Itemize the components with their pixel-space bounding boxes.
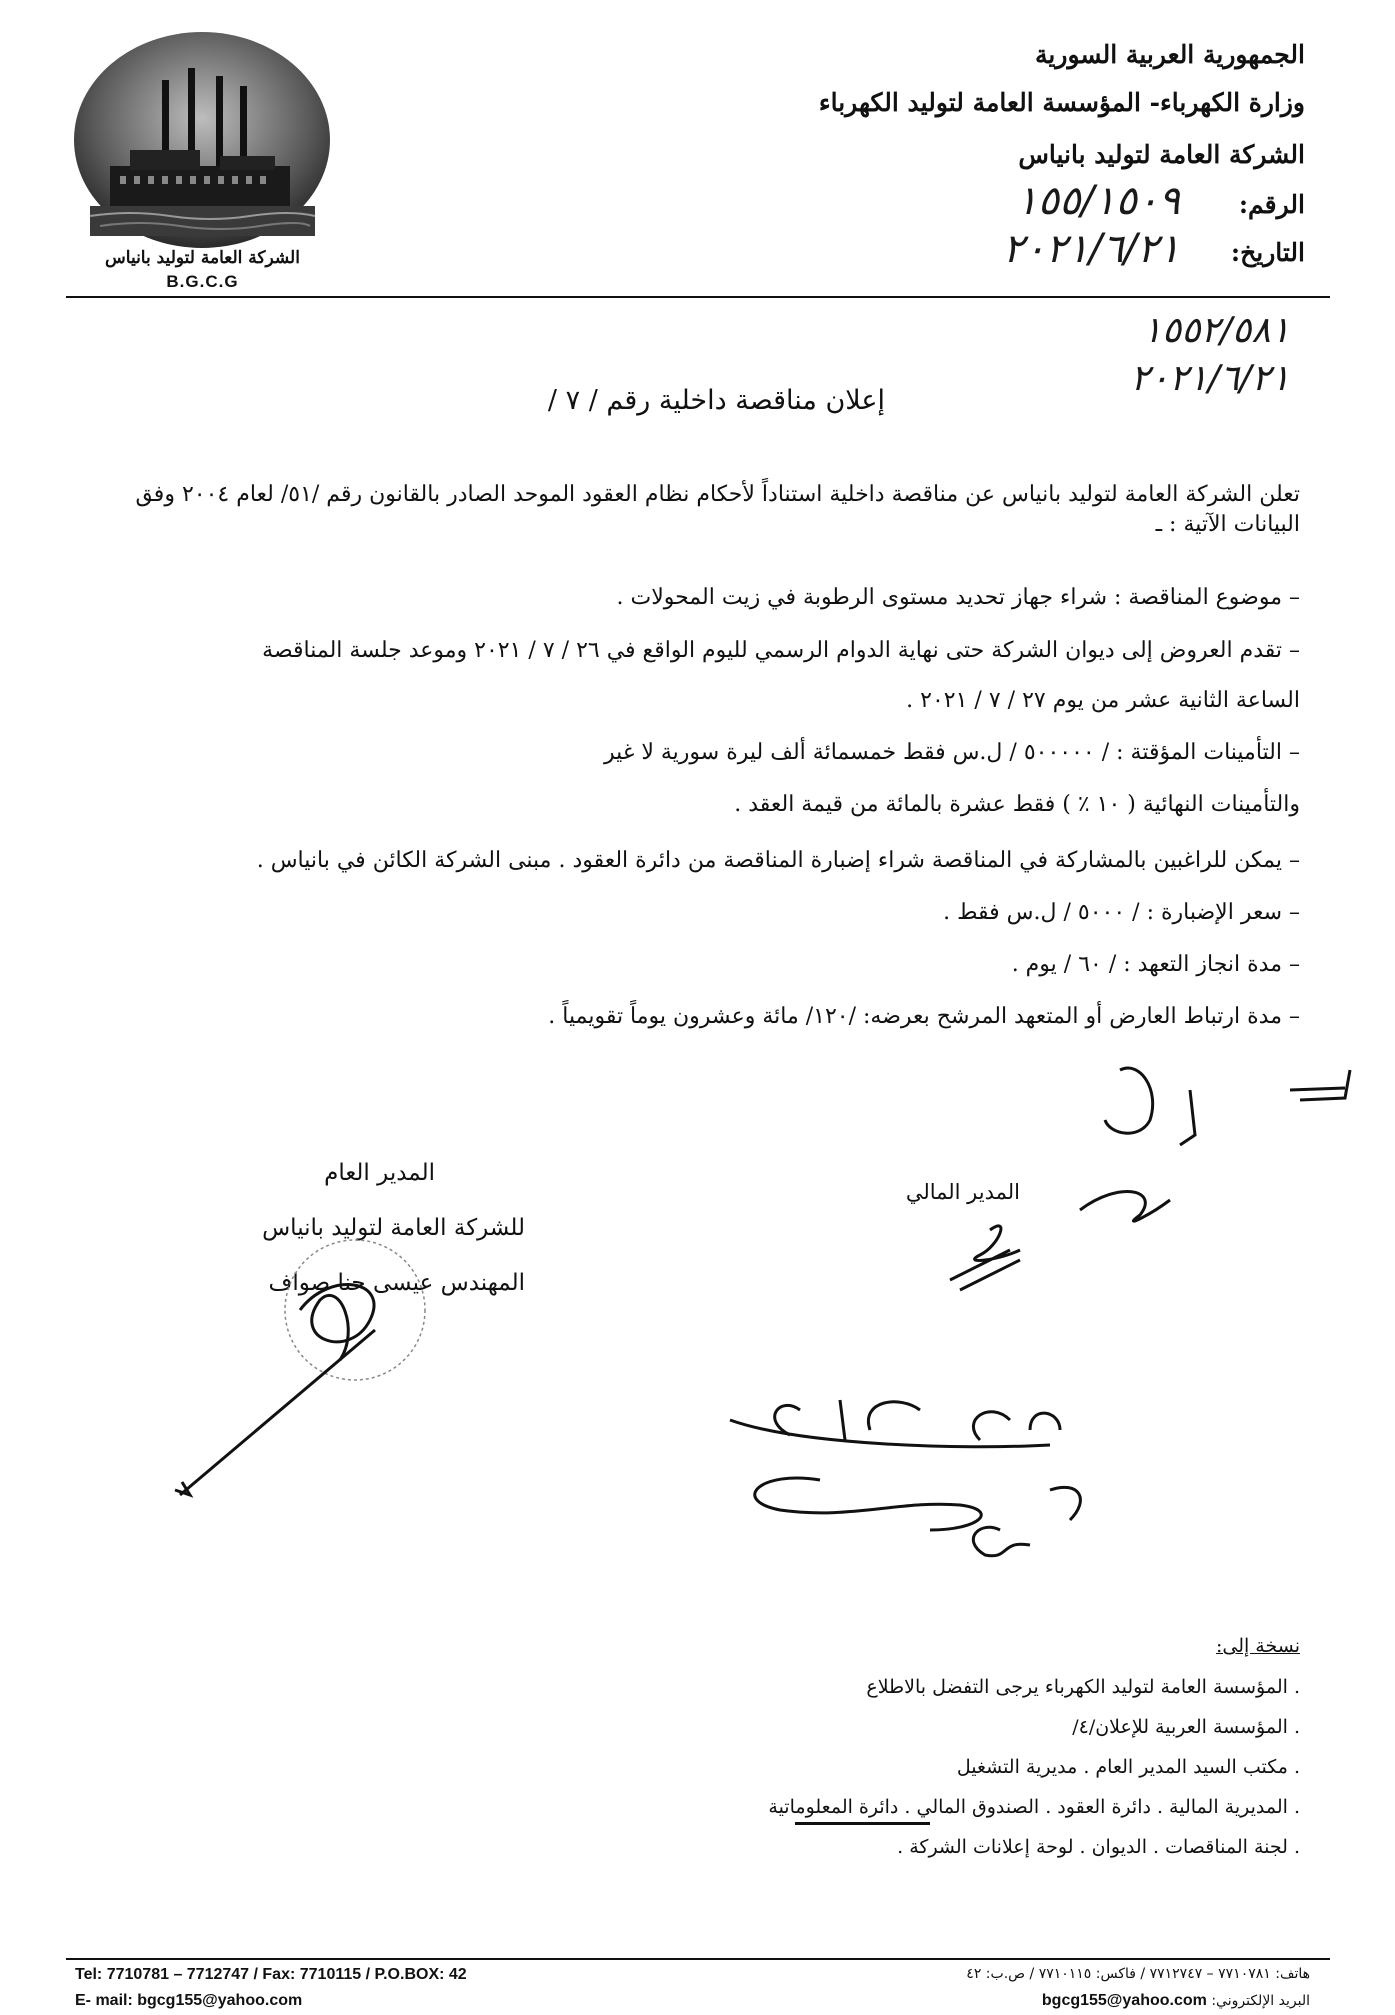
- header-ministry: وزارة الكهرباء- المؤسسة العامة لتوليد الكهرباء: [818, 88, 1305, 117]
- incoming-date: ٢٠٢١/٦/٢١: [1130, 358, 1290, 399]
- item-final-insurance: والتأمينات النهائية ( ١٠ ٪ ) فقط عشرة بالمائة من قيمة العقد .: [734, 792, 1300, 817]
- copies-title: نسخة إلى:: [1215, 1635, 1300, 1657]
- copy-item: . لجنة المناقصات . الديوان . لوحة إعلانات الشركة .: [897, 1836, 1300, 1858]
- header-country: الجمهورية العربية السورية: [1035, 40, 1305, 69]
- date-value: ٢٠٢١/٦/٢١: [1002, 226, 1180, 272]
- item-commitment: – مدة ارتباط العارض أو المتعهد المرشح بعرضه: /١٢٠/ مائة وعشرون يوماً تقويمياً .: [548, 1004, 1300, 1029]
- finance-manager-title: المدير المالي: [905, 1180, 1020, 1204]
- footer-email-ar: [1042, 1992, 1310, 2010]
- copy-item: . المؤسسة العامة لتوليد الكهرباء يرجى التفضل بالاطلاع: [866, 1676, 1300, 1698]
- item-submission: – تقدم العروض إلى ديوان الشركة حتى نهاية الدوام الرسمي لليوم الواقع في ٢٦ / ٧ / ٢٠٢١ وموعد جلسة المناقصة: [262, 638, 1300, 663]
- footer-email-label-ar: البريد الإلكتروني:: [1211, 1993, 1310, 2009]
- footer-divider: [66, 1958, 1330, 1960]
- item-session: الساعة الثانية عشر من يوم ٢٧ / ٧ / ٢٠٢١ .: [906, 688, 1300, 713]
- document-title: إعلان مناقصة داخلية رقم / ٧ /: [547, 385, 885, 416]
- copy-item: . مكتب السيد المدير العام . مديرية التشغيل: [956, 1756, 1300, 1778]
- footer-contact-ar: هاتف: ٧٧١٠٧٨١ – ٧٧١٢٧٤٧ / فاكس: ٧٧١٠١١٥ / ص.ب: ٤٢: [966, 1966, 1310, 1982]
- gm-title: المدير العام: [324, 1160, 435, 1186]
- date-label: التاريخ:: [1230, 238, 1305, 267]
- incoming-number: ١٥٥٢/٥٨١: [1142, 310, 1290, 351]
- header-company: الشركة العامة لتوليد بانياس: [1018, 140, 1305, 169]
- copy-item: . المؤسسة العربية للإعلان/٤/: [1072, 1716, 1300, 1738]
- item-file-price: – سعر الإضبارة : / ٥٠٠٠ / ل.س فقط .: [943, 900, 1300, 925]
- number-value: ١٥٥/١٥٠٩: [1016, 178, 1180, 224]
- copy-item: . المديرية المالية . دائرة العقود . الصندوق المالي . دائرة المعلوماتية: [768, 1796, 1300, 1818]
- footer-email-value: bgcg155@yahoo.com: [1041, 1992, 1207, 2009]
- logo-abbreviation: B.G.C.G: [166, 272, 239, 291]
- item-duration: – مدة انجاز التعهد : / ٦٠ / يوم .: [1011, 952, 1300, 977]
- gm-company: للشركة العامة لتوليد بانياس: [262, 1215, 525, 1241]
- number-label: الرقم:: [1238, 190, 1305, 219]
- footer-email-en: E- mail: bgcg155@yahoo.com: [75, 1992, 303, 2009]
- footer-contact-en: Tel: 7710781 – 7712747 / Fax: 7710115 / P.O.BOX: 42: [75, 1966, 467, 1983]
- intro-paragraph: تعلن الشركة العامة لتوليد بانياس عن مناقصة داخلية استناداً لأحكام نظام العقود الموحد الصادر بالقانون رقم /٥١/ لعام ٢٠٠٤ وفق البيانات الآتية : ـ: [135, 482, 1300, 537]
- item-subject: – موضوع المناقصة : شراء جهاز تحديد مستوى الرطوبة في زيت المحولات .: [616, 585, 1300, 610]
- item-temp-insurance: – التأمينات المؤقتة : / ٥٠٠٠٠٠ / ل.س فقط خمسمائة ألف ليرة سورية لا غير: [604, 740, 1300, 765]
- logo-caption: الشركة العامة لتوليد بانياس: [105, 248, 300, 268]
- item-file-purchase: – يمكن للراغبين بالمشاركة في المناقصة شراء إضبارة المناقصة من دائرة العقود . مبنى الشركة الكائن في بانياس .: [256, 848, 1300, 873]
- underline-mark: [795, 1822, 930, 1825]
- gm-name: المهندس عيسى حنا صواف: [268, 1270, 525, 1296]
